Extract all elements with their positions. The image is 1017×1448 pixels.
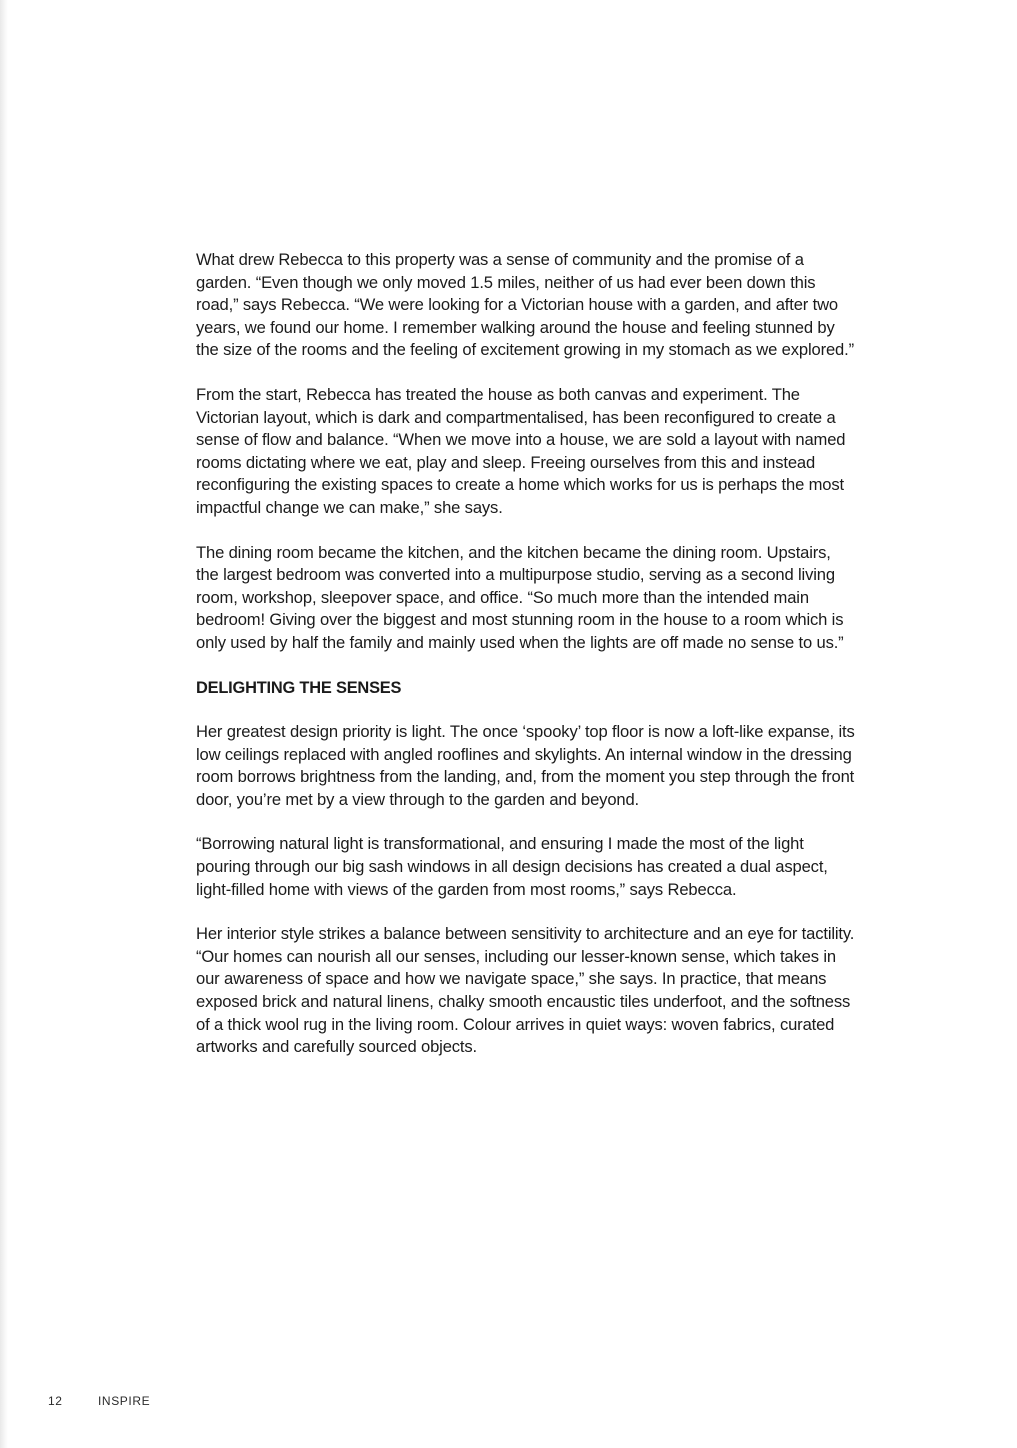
paragraph-canvas-experiment: From the start, Rebecca has treated the house as both canvas and experiment. The Victorian layout, which is dark and compartmentalised, has been reconfigured to create a sense of flow and balance. “When we move into a house, we are sold a layout with named rooms dictating where we eat, play and sleep. Freeing ourselves from this and instead reconfiguring the existing spaces to create a home which works for us is perhaps the most impactful change we can make,” she says. bbox=[196, 384, 846, 517]
article-body bbox=[196, 249, 856, 1081]
page-footer bbox=[48, 1393, 150, 1409]
paragraph-community: What drew Rebecca to this property was a sense of community and the promise of a garden. “Even though we only moved 1.5 miles, neither of us had ever been down this road,” says Rebecca. “We were looking for a Victorian house with a garden, and after two years, we found our home. I remember walking around the house and feeling stunned by the size of the rooms and the feeling of excitement growing in my stomach as we explored.” bbox=[196, 250, 854, 360]
paragraph-interior-style: Her interior style strikes a balance between sensitivity to architecture and an eye for tactility. “Our homes can nourish all our senses, including our lesser-known sense, which takes in our awareness of space and how we navigate space,” she says. In practice, that means exposed brick and natural linens, chalky smooth encaustic tiles underfoot, and the softness of a thick wool rug in the living room. Colour arrives in quiet ways: woven fabrics, curated artworks and carefully sourced objects. bbox=[196, 924, 855, 1057]
section-heading: DELIGHTING THE SENSES bbox=[196, 678, 402, 697]
paragraph-natural-light-quote: “Borrowing natural light is transformational, and ensuring I made the most of the light pouring through our big sash windows in all design decisions has created a dual aspect, light-filled home with views of the garden from most rooms,” says Rebecca. bbox=[196, 834, 828, 899]
paragraph-room-swap: The dining room became the kitchen, and the kitchen became the dining room. Upstairs, the largest bedroom was converted into a multipurpose studio, serving as a second living room, workshop, sleepover space, and office. “So much more than the intended main bedroom! Giving over the biggest and most stunning room in the house to a room which is only used by half the family and mainly used when the lights are off made no sense to us.” bbox=[196, 542, 844, 652]
paragraph-light-priority: Her greatest design priority is light. The once ‘spooky’ top floor is now a loft-like expanse, its low ceilings replaced with angled rooflines and skylights. An internal window in the dressing room borrows brightness from the landing, and, from the moment you step through the front door, you’re met by a view through to the garden and beyond. bbox=[196, 722, 855, 809]
magazine-name: INSPIRE bbox=[98, 1394, 151, 1408]
page-number: 12 bbox=[48, 1394, 63, 1408]
page-edge-shadow bbox=[0, 0, 8, 1448]
